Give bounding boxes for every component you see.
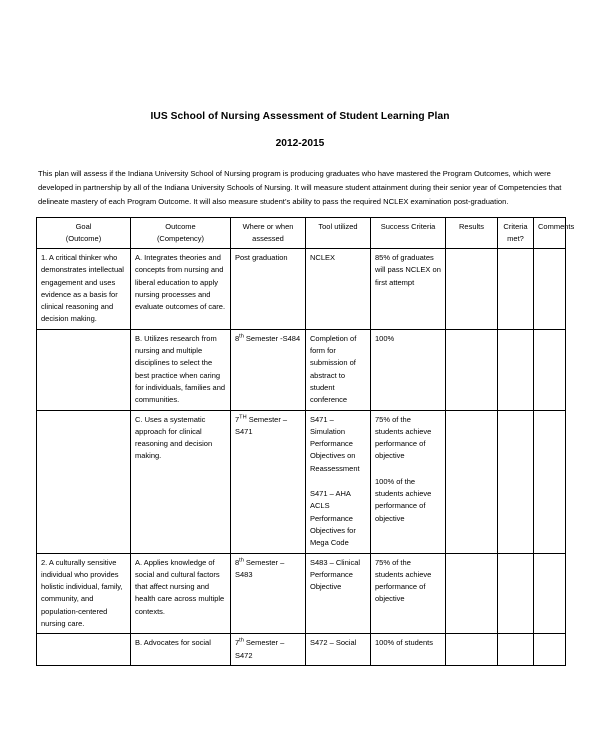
cell-goal xyxy=(37,634,131,666)
table-row xyxy=(37,410,566,553)
cell-criteria-met xyxy=(498,329,534,410)
table-row xyxy=(37,634,566,666)
cell-outcome: B. Utilizes research from nursing and multiple disciplines to select the best practice when caring for individuals, families and communities. xyxy=(131,329,231,410)
where-prefix: 8 xyxy=(235,333,240,343)
cell-criteria-met xyxy=(498,249,534,330)
header-line-1: Where or when xyxy=(242,222,294,231)
page-subtitle: 2012-2015 xyxy=(275,138,325,149)
cell-where-assessed xyxy=(231,329,306,410)
cell-goal: 1. A critical thinker who demonstrates intellectual engagement and uses evidence as a basis for clinical reasoning and decision making. xyxy=(37,249,131,330)
table-body xyxy=(37,249,566,666)
where-prefix: 7 xyxy=(235,638,240,648)
where-suffix: Semester –S471 xyxy=(235,414,288,436)
header-line-2: (Competency) xyxy=(156,234,205,243)
cell-success-criteria xyxy=(371,329,446,410)
cell-criteria-met xyxy=(498,634,534,666)
tool-primary: NCLEX xyxy=(310,253,336,262)
cell-comments xyxy=(534,553,566,634)
where-ordinal-suffix: th xyxy=(239,637,244,644)
cell-results xyxy=(446,634,498,666)
cell-tool-utilized xyxy=(306,634,371,666)
table-row xyxy=(37,249,566,330)
success-primary: 75% of the students achieve performance of objective xyxy=(375,557,432,604)
assessment-plan-table xyxy=(36,217,575,666)
column-header-goal xyxy=(37,218,131,249)
tool-secondary: S471 – AHA ACLS Performance Objectives for Mega Code xyxy=(310,489,356,548)
cell-where-assessed xyxy=(231,634,306,666)
column-header-success-criteria xyxy=(371,218,446,249)
cell-outcome: B. Advocates for social xyxy=(131,634,231,666)
cell-results xyxy=(446,249,498,330)
header-line-1: Outcome xyxy=(165,222,196,231)
cell-results xyxy=(446,410,498,553)
where-ordinal-suffix: th xyxy=(239,557,244,564)
header-line-2: met? xyxy=(507,234,524,243)
cell-comments xyxy=(534,410,566,553)
cell-criteria-met xyxy=(498,410,534,553)
cell-outcome: A. Integrates theories and concepts from nursing and liberal education to apply nursing processes and evaluate outcomes of care. xyxy=(131,249,231,330)
cell-goal xyxy=(37,410,131,553)
cell-goal: 2. A culturally sensitive individual who provides holistic individual, family, community, and population-centered nursing care. xyxy=(37,553,131,634)
success-secondary: 100% of the students achieve performance of objective xyxy=(375,476,432,523)
column-header-comments xyxy=(534,218,575,249)
cell-goal xyxy=(37,329,131,410)
cell-success-criteria xyxy=(371,249,446,330)
column-header-results xyxy=(446,218,498,249)
header-line-1: Tool utilized xyxy=(318,222,358,231)
tool-primary: S483 – Clinical Performance Objective xyxy=(310,557,361,592)
where-suffix: Semester -S484 xyxy=(243,333,301,343)
cell-tool-utilized xyxy=(306,410,371,553)
cell-tool-utilized xyxy=(306,249,371,330)
table-header-row xyxy=(37,218,566,249)
cell-success-criteria xyxy=(371,410,446,553)
header-line-1: Results xyxy=(458,222,484,231)
column-header-criteria-met xyxy=(498,218,534,249)
where-prefix: 7 xyxy=(235,414,240,424)
page-title: IUS School of Nursing Assessment of Student Learning Plan xyxy=(150,111,450,122)
column-header-outcome xyxy=(131,218,231,249)
success-primary: 100% xyxy=(375,333,395,343)
where-prefix: Post graduation xyxy=(235,253,288,262)
intro-paragraph: This plan will assess if the Indiana University School of Nursing program is producing graduates who have mastered the Program Outcomes, which were developed in partnership by all of the Indiana University Schools of Nursing. It will measure student attainment during their senior year of Competencies that delineate mastery of each Program Outcome. It will also measure student’s ability to pass the required NCLEX examination post-graduation. xyxy=(38,169,562,207)
success-primary: 85% of graduates will pass NCLEX on first attempt xyxy=(375,253,441,287)
cell-comments xyxy=(534,634,566,666)
success-primary: 75% of the students achieve performance of objective xyxy=(375,414,432,461)
header-line-1: Success Criteria xyxy=(380,222,436,231)
cell-outcome: C. Uses a systematic approach for clinical reasoning and decision making. xyxy=(131,410,231,553)
cell-tool-utilized xyxy=(306,329,371,410)
column-header-where-assessed xyxy=(231,218,306,249)
success-primary: 100% of students xyxy=(375,638,433,648)
header-line-2: assessed xyxy=(252,234,284,243)
cell-success-criteria xyxy=(371,553,446,634)
where-ordinal-suffix: th xyxy=(239,333,244,340)
cell-comments xyxy=(534,329,566,410)
tool-primary: S472 – Social xyxy=(310,638,357,648)
cell-tool-utilized xyxy=(306,553,371,634)
where-suffix: Semester – S472 xyxy=(235,638,285,660)
cell-where-assessed xyxy=(231,249,306,330)
cell-comments xyxy=(534,249,566,330)
where-suffix: Semester – S483 xyxy=(235,557,285,579)
header-line-2: (Outcome) xyxy=(65,234,102,243)
cell-success-criteria xyxy=(371,634,446,666)
where-ordinal-suffix: TH xyxy=(239,414,247,421)
cell-criteria-met xyxy=(498,553,534,634)
cell-where-assessed xyxy=(231,410,306,553)
column-header-tool-utilized xyxy=(306,218,371,249)
tool-primary: Completion of form for submission of abstract to student conference xyxy=(310,333,357,405)
cell-outcome: A. Applies knowledge of social and cultural factors that affect nursing and health care across multiple contexts. xyxy=(131,553,231,634)
header-line-1: Comments xyxy=(538,222,575,231)
where-prefix: 8 xyxy=(235,557,240,567)
cell-where-assessed xyxy=(231,553,306,634)
tool-primary: S471 – Simulation Performance Objectives on Reassessment xyxy=(310,414,360,473)
header-line-1: Criteria xyxy=(503,222,528,231)
table-row xyxy=(37,553,566,634)
table-row xyxy=(37,329,566,410)
header-line-1: Goal xyxy=(75,222,92,231)
cell-results xyxy=(446,329,498,410)
cell-results xyxy=(446,553,498,634)
